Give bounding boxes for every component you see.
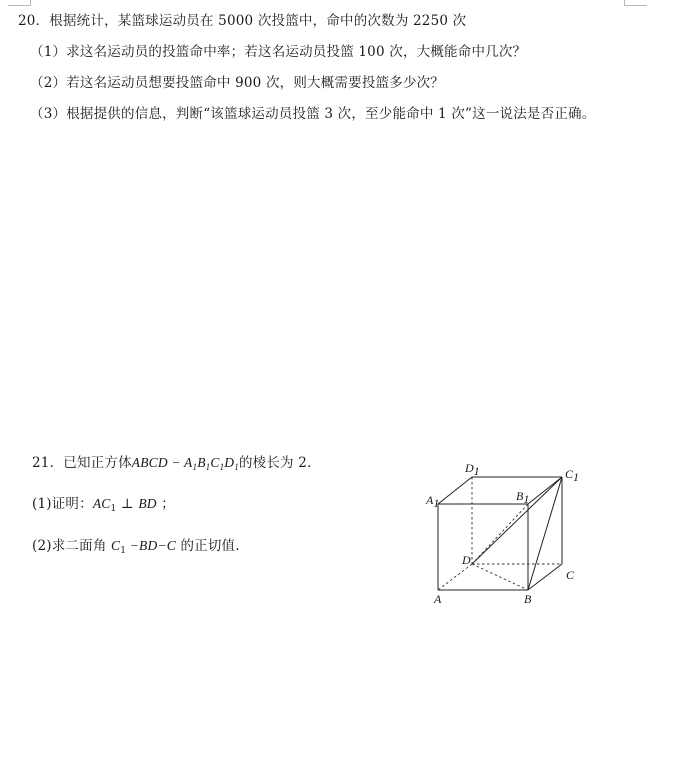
q20-part2: （2）若这名运动员想要投篮命中 900 次，则大概需要投篮多少次？ (30, 75, 445, 91)
segment-d-b (472, 564, 528, 590)
sub-1: 1 (192, 462, 198, 472)
label-a: A (434, 592, 442, 606)
cube-diagram (420, 458, 590, 608)
q21-part2-suffix: 的正切值. (175, 538, 240, 554)
q21-stem-prefix: 21．已知正方体 (32, 455, 132, 471)
cube-name (132, 455, 239, 470)
label-b: B (524, 592, 532, 606)
perp-symbol: ⊥ (116, 496, 139, 512)
label-a1: A1 (426, 493, 440, 510)
line-bd: BD (138, 496, 157, 511)
q21-part1-prefix: (1)证明： (32, 496, 93, 512)
edge-b-c (528, 564, 562, 590)
segment-b1-d (472, 504, 528, 564)
label-d: D (462, 553, 471, 567)
q21-part1 (32, 495, 175, 518)
cube-hidden-edges (438, 477, 562, 590)
edge-d-a (438, 564, 472, 590)
sub-1: 1 (219, 462, 225, 472)
line-ac1: AC (92, 496, 111, 511)
dihedral-expression: −BD−C (126, 538, 176, 553)
page-corner-mark-right (624, 0, 647, 6)
q20-stem: 20．根据统计，某篮球运动员在 5000 次投篮中，命中的次数为 2250 次 (18, 13, 467, 29)
page-corner-mark-left (8, 0, 31, 6)
q21-stem-suffix: 的棱长为 2. (238, 455, 312, 471)
cube-a1: A (184, 455, 193, 470)
cube-c1: C (210, 455, 220, 470)
q21-part2 (32, 537, 240, 560)
label-d1: D1 (465, 461, 480, 478)
edge-a1-d1 (438, 477, 472, 504)
cube-b1: B (197, 455, 206, 470)
cube-d1: D (224, 455, 235, 470)
q21-part1-end: ； (156, 496, 175, 512)
edge-b1-c1 (528, 477, 562, 504)
sub-1: 1 (120, 546, 127, 556)
sub-1: 1 (234, 462, 239, 472)
q20-part3: （3）根据提供的信息，判断“该篮球运动员投篮 3 次，至少能命中 1 次”这一说法是否正确。 (30, 106, 596, 122)
label-c: C (566, 568, 575, 582)
q21-stem (32, 454, 312, 476)
label-c1: C1 (565, 467, 580, 484)
q20-part1: （1）求这名运动员的投篮命中率；若这名运动员投篮 100 次，大概能命中几次？ (30, 44, 527, 60)
label-b1: B1 (516, 489, 530, 506)
sub-1: 1 (205, 462, 211, 472)
point-c1: C (111, 538, 121, 553)
cube-base: ABCD (131, 455, 168, 470)
sub-1: 1 (110, 504, 117, 514)
cube-dash: − (167, 455, 185, 470)
q21-part2-prefix: (2)求二面角 (32, 538, 112, 554)
